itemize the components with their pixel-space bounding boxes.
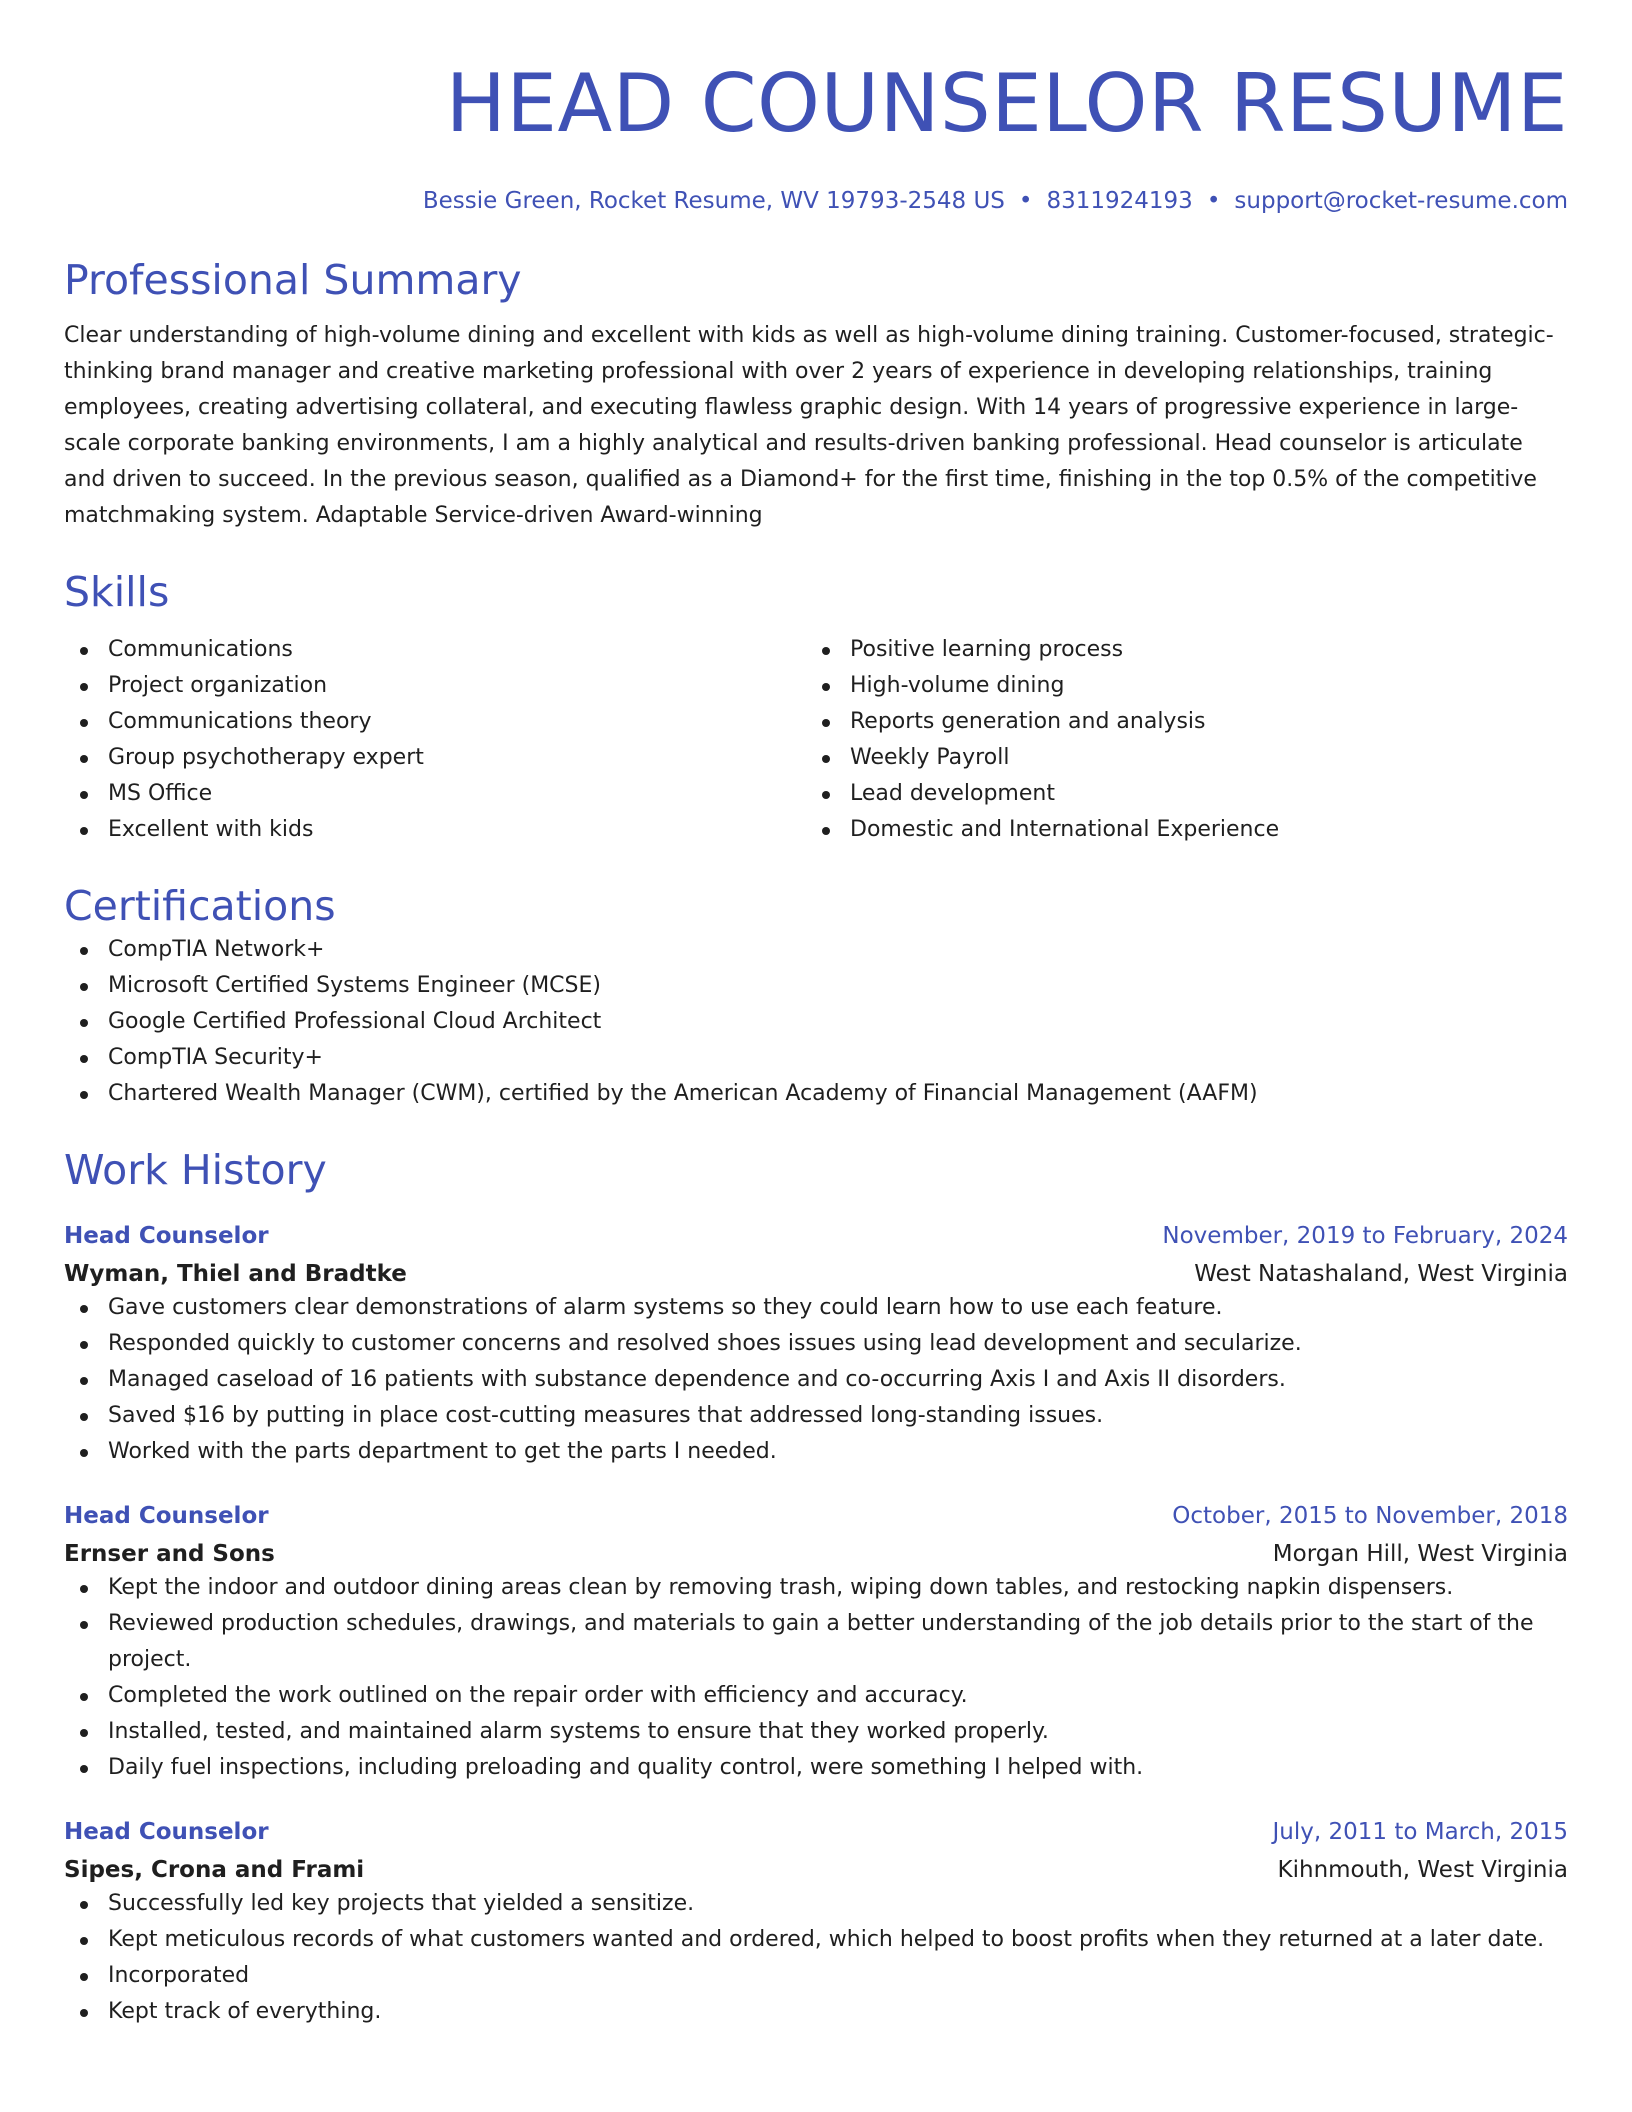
job-location: West Natashaland, West Virginia: [1194, 1261, 1568, 1287]
job-dates: July, 2011 to March, 2015: [1272, 1819, 1568, 1845]
job-dates: November, 2019 to February, 2024: [1162, 1223, 1568, 1249]
job-duty-item: Completed the work outlined on the repair order with efficiency and accuracy.: [64, 1678, 1568, 1714]
job-duties-list: [64, 1570, 1568, 1786]
job-company: Ernser and Sons: [64, 1541, 275, 1567]
skill-item: Excellent with kids: [64, 812, 806, 848]
job-duty-item: Incorporated: [64, 1958, 1568, 1994]
skills-heading: Skills: [64, 568, 170, 616]
job-duty-item: Responded quickly to customer concerns and resolved shoes issues using lead development and secularize.: [64, 1326, 1568, 1362]
job-title: Head Counselor: [64, 1819, 269, 1845]
skill-item: Weekly Payroll: [806, 740, 1548, 776]
summary-text: Clear understanding of high-volume dining and excellent with kids as well as high-volume dining training. Customer-focused, strategic-thinking brand manager and creative marketing professional with over 2 years of experience in developing relationships, training employees, creating advertising collateral, and executing flawless graphic design. With 14 years of progressive experience in large-scale corporate banking environments, I am a highly analytical and results-driven banking professional. Head counselor is articulate and driven to succeed. In the previous season, qualified as a Diamond+ for the first time, finishing in the top 0.5% of the competitive matchmaking system. Adaptable Service-driven Award-winning: [64, 323, 1554, 528]
skills-list-left: [64, 632, 806, 848]
job-location: Kihnmouth, West Virginia: [1277, 1857, 1568, 1883]
job-duty-item: Kept track of everything.: [64, 1994, 1568, 2030]
skill-item: Group psychotherapy expert: [64, 740, 806, 776]
job-company-row: [64, 1252, 1568, 1290]
job-title: Head Counselor: [64, 1503, 269, 1529]
job-title-row: [64, 1220, 1568, 1252]
job-title: Head Counselor: [64, 1223, 269, 1249]
certification-item: Chartered Wealth Manager (CWM), certified by the American Academy of Financial Management (AAFM): [64, 1076, 1568, 1112]
job-duty-item: Successfully led key projects that yielded a sensitize.: [64, 1886, 1568, 1922]
job-company-row: [64, 1532, 1568, 1570]
job-dates: October, 2015 to November, 2018: [1172, 1503, 1568, 1529]
job-duty-item: Gave customers clear demonstrations of alarm systems so they could learn how to use each feature.: [64, 1290, 1568, 1326]
resume-title: HEAD COUNSELOR RESUME: [445, 57, 1568, 150]
certification-item: CompTIA Network+: [64, 932, 1568, 968]
job-location: Morgan Hill, West Virginia: [1272, 1541, 1568, 1567]
skills-column-right: [806, 632, 1548, 848]
contact-separator: •: [1206, 188, 1221, 214]
contact-email[interactable]: support@rocket-resume.com: [1234, 188, 1568, 214]
certification-item: CompTIA Security+: [64, 1040, 1568, 1076]
job-company-row: [64, 1848, 1568, 1886]
job-duty-item: Worked with the parts department to get the parts I needed.: [64, 1434, 1568, 1470]
certification-item: Google Certified Professional Cloud Architect: [64, 1004, 1568, 1040]
skill-item: Communications theory: [64, 704, 806, 740]
skill-item: Lead development: [806, 776, 1548, 812]
skill-item: High-volume dining: [806, 668, 1548, 704]
job-duty-item: Managed caseload of 16 patients with substance dependence and co-occurring Axis I and Axis II disorders.: [64, 1362, 1568, 1398]
certifications-list: [64, 932, 1568, 1112]
skill-item: Project organization: [64, 668, 806, 704]
job-duties-list: [64, 1290, 1568, 1470]
job-duty-item: Installed, tested, and maintained alarm systems to ensure that they worked properly.: [64, 1714, 1568, 1750]
job-title-row: [64, 1816, 1568, 1848]
certifications-heading: Certifications: [64, 882, 336, 930]
job-company: Sipes, Crona and Frami: [64, 1857, 365, 1883]
skills-grid: [64, 632, 1568, 848]
certification-item: Microsoft Certified Systems Engineer (MCSE): [64, 968, 1568, 1004]
contact-address: Bessie Green, Rocket Resume, WV 19793-2548 US: [422, 188, 1005, 214]
summary-heading: Professional Summary: [64, 256, 522, 304]
job-duty-item: Kept meticulous records of what customers wanted and ordered, which helped to boost profits when they returned at a later date.: [64, 1922, 1568, 1958]
skill-item: Domestic and International Experience: [806, 812, 1548, 848]
job-entry: [64, 1500, 1568, 1786]
contact-line: [64, 186, 1568, 216]
job-duty-item: Kept the indoor and outdoor dining areas clean by removing trash, wiping down tables, and restocking napkin dispensers.: [64, 1570, 1568, 1606]
job-company: Wyman, Thiel and Bradtke: [64, 1261, 407, 1287]
job-entry: [64, 1816, 1568, 2030]
work-history-heading: Work History: [64, 1146, 327, 1194]
resume-page: [64, 0, 1568, 2030]
skill-item: Positive learning process: [806, 632, 1548, 668]
skill-item: Reports generation and analysis: [806, 704, 1548, 740]
job-entry: [64, 1220, 1568, 1470]
contact-separator: •: [1018, 188, 1033, 214]
job-duties-list: [64, 1886, 1568, 2030]
skill-item: MS Office: [64, 776, 806, 812]
job-duty-item: Saved $16 by putting in place cost-cutting measures that addressed long-standing issues.: [64, 1398, 1568, 1434]
job-title-row: [64, 1500, 1568, 1532]
skill-item: Communications: [64, 632, 806, 668]
contact-phone: 8311924193: [1046, 188, 1193, 214]
skills-column-left: [64, 632, 806, 848]
skills-list-right: [806, 632, 1548, 848]
job-duty-item: Daily fuel inspections, including preloading and quality control, were something I helped with.: [64, 1750, 1568, 1786]
job-duty-item: Reviewed production schedules, drawings, and materials to gain a better understanding of the job details prior to the start of the project.: [64, 1606, 1568, 1678]
